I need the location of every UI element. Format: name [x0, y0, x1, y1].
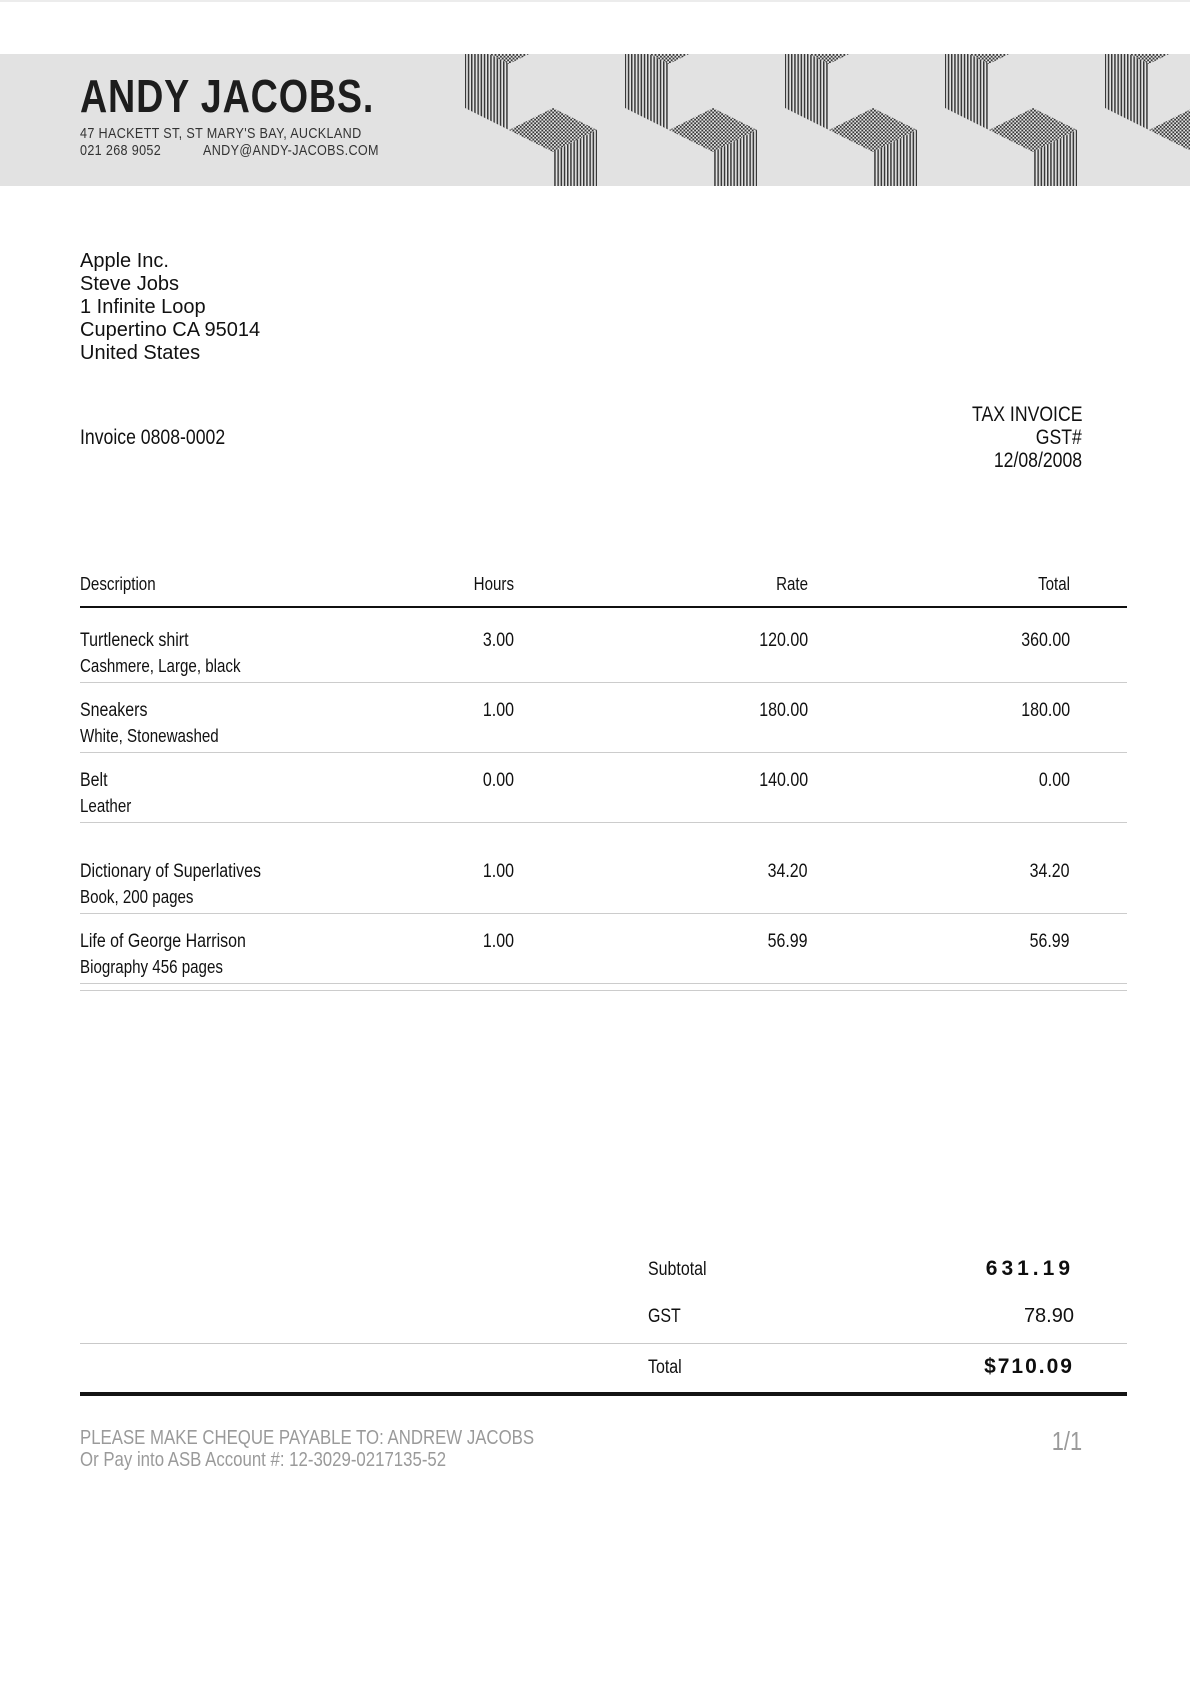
header-pattern: [455, 54, 1190, 186]
item-hours-cell: [360, 607, 514, 683]
invoice-number: Invoice 0808-0002: [80, 426, 226, 449]
table-header-row: [80, 575, 1127, 607]
payment-instructions: [80, 1427, 621, 1471]
recipient-city: Cupertino CA 95014: [80, 319, 261, 341]
recipient-country: United States: [80, 342, 201, 364]
column-header-description: Description: [80, 575, 360, 607]
item-hours-cell: [360, 823, 514, 914]
item-total-cell: [808, 753, 1127, 823]
tax-invoice-block: [951, 403, 1082, 472]
item-total: 0.00: [1038, 770, 1070, 791]
company-phone: 021 268 9052: [80, 142, 162, 159]
item-description-cell: [80, 823, 360, 914]
brand-block: [80, 72, 439, 120]
item-detail: Book, 200 pages: [80, 887, 194, 907]
column-header-hours: Hours: [360, 575, 514, 607]
column-header-rate: Rate: [514, 575, 808, 607]
invoice-date: 12/08/2008: [993, 449, 1082, 472]
total-value: $710.09: [984, 1355, 1074, 1378]
item-detail: Cashmere, Large, black: [80, 656, 241, 676]
doc-type-label: TAX INVOICE: [971, 403, 1082, 426]
item-hours: 3.00: [482, 630, 514, 651]
gst-value: 78.90: [1023, 1305, 1074, 1327]
bottom-heavy-rule: [80, 1392, 1127, 1396]
item-rate-cell: [514, 914, 808, 984]
gst-label: GST#: [1035, 426, 1082, 449]
total-label: Total: [648, 1357, 682, 1378]
recipient-company: Apple Inc.: [80, 250, 169, 272]
subtotal-value: 631.19: [985, 1257, 1074, 1280]
item-rate: 120.00: [759, 630, 808, 651]
bank-account-line: Or Pay into ASB Account #: 12-3029-0217135-52: [80, 1449, 447, 1471]
item-hours: 1.00: [482, 931, 514, 952]
table-row: [80, 683, 1127, 753]
item-rate: 140.00: [759, 770, 808, 791]
gst-row: [648, 1305, 1074, 1328]
item-rate-cell: [514, 607, 808, 683]
item-hours-cell: [360, 753, 514, 823]
item-total: 360.00: [1021, 630, 1070, 651]
item-hours: 0.00: [482, 770, 514, 791]
company-email: ANDY@ANDY-JACOBS.COM: [202, 142, 379, 159]
company-address-block: [80, 126, 415, 159]
item-description: Belt: [80, 770, 108, 791]
item-total: 56.99: [1030, 931, 1070, 952]
item-description: Dictionary of Superlatives: [80, 861, 261, 882]
recipient-address-block: [80, 250, 260, 365]
item-description-cell: [80, 753, 360, 823]
total-row: [648, 1355, 1074, 1379]
items-body: [80, 607, 1127, 984]
column-header-total: Total: [808, 575, 1127, 607]
table-row: [80, 823, 1127, 914]
item-total-cell: [808, 607, 1127, 683]
item-description: Turtleneck shirt: [80, 630, 189, 651]
item-rate: 34.20: [768, 861, 808, 882]
item-rate-cell: [514, 683, 808, 753]
table-end-rule: [80, 990, 1127, 991]
gst-row-label: GST: [648, 1306, 681, 1327]
item-total-cell: [808, 683, 1127, 753]
item-rate: 180.00: [759, 700, 808, 721]
item-total: 180.00: [1021, 700, 1070, 721]
item-rate-cell: [514, 753, 808, 823]
item-hours-cell: [360, 914, 514, 984]
cheque-payable-line: PLEASE MAKE CHEQUE PAYABLE TO: ANDREW JACOBS: [80, 1427, 535, 1449]
item-rate-cell: [514, 823, 808, 914]
table-row: [80, 914, 1127, 984]
item-total-cell: [808, 914, 1127, 984]
item-rate: 56.99: [768, 931, 808, 952]
item-detail: Biography 456 pages: [80, 957, 223, 977]
item-hours: 1.00: [482, 861, 514, 882]
item-detail: Leather: [80, 796, 132, 816]
item-detail: White, Stonewashed: [80, 726, 219, 746]
item-description: Life of George Harrison: [80, 931, 246, 952]
company-street-address: 47 HACKETT ST, ST MARY'S BAY, AUCKLAND: [80, 125, 362, 142]
recipient-name: Steve Jobs: [80, 273, 179, 295]
subtotal-row: [648, 1257, 1074, 1281]
page-top-rule: [0, 0, 1190, 2]
item-total-cell: [808, 823, 1127, 914]
item-description-cell: [80, 914, 360, 984]
table-row: [80, 607, 1127, 683]
item-description-cell: [80, 607, 360, 683]
item-hours-cell: [360, 683, 514, 753]
line-items-table: [80, 575, 1127, 984]
item-hours: 1.00: [482, 700, 514, 721]
item-total: 34.20: [1030, 861, 1070, 882]
item-description: Sneakers: [80, 700, 148, 721]
subtotal-label: Subtotal: [648, 1259, 707, 1280]
table-row: [80, 753, 1127, 823]
recipient-street: 1 Infinite Loop: [80, 296, 206, 318]
total-separator-rule: [80, 1343, 1127, 1344]
page-number: 1/1: [1051, 1426, 1082, 1456]
item-description-cell: [80, 683, 360, 753]
header-band: [0, 54, 1190, 186]
company-logo-text: ANDY JACOBS.: [80, 70, 375, 122]
